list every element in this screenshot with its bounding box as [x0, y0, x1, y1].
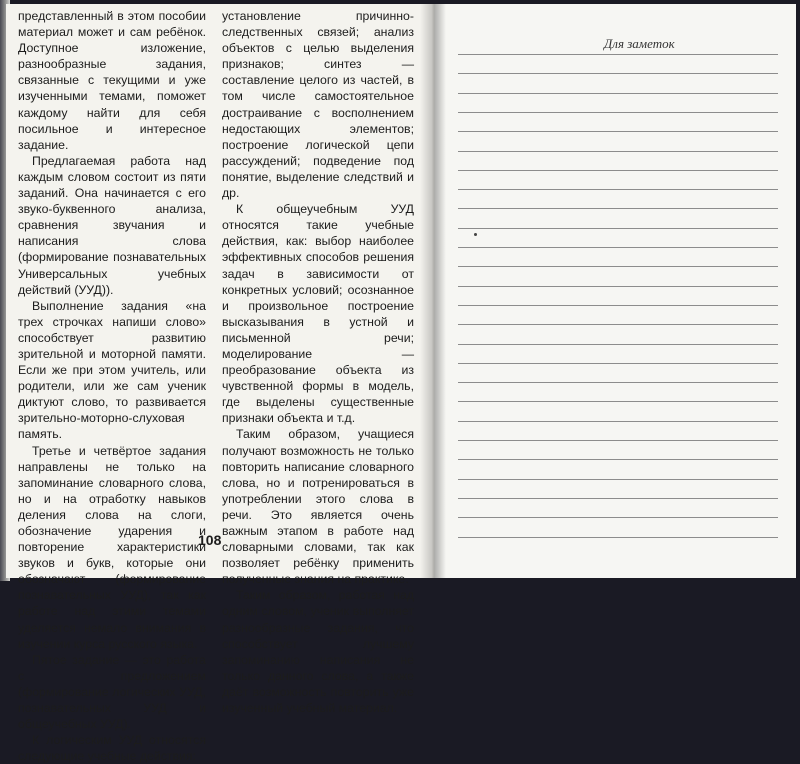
- note-line: [458, 93, 778, 94]
- note-line: [458, 266, 778, 267]
- paragraph: Таким образом, учащиеся получают возможность не только повторить написание словарного слова, но и потренироваться в употреблении этого слова в речи. Это является очень важным этапом в работе над словарными словами, так как позволяет ребёнку применить полученные знания на практике.: [222, 427, 414, 587]
- note-line: [458, 170, 778, 171]
- note-line: [458, 228, 778, 229]
- paragraph: представленный в этом пособии материал может и сам ребёнок. Доступное изложение, разнообразные задания, связанные с текущими и уже изученными темами, поможет каждому найти для себя посильное и интересное задание.: [18, 9, 206, 152]
- note-line: [458, 151, 778, 152]
- book-gutter: [420, 4, 446, 578]
- right-page: [434, 4, 796, 578]
- ink-dot: [474, 233, 477, 236]
- note-line: [458, 517, 778, 518]
- note-line: [458, 112, 778, 113]
- paragraph: Предлагаемая работа над каждым словом состоит из пяти заданий. Она начинается с его звуко-буквенного анализа, сравнения звучания и написания слова (формирование познавательных Универсальных учебных действий (УУД)).: [18, 153, 206, 297]
- paragraph: установление причинно-следственных связей; анализ объектов с целью выделения признаков; синтез — составление целого из частей, в том числе самостоятельное достраивание с восполнением недостающих элементов; построение логической цепи рассуждений; подведение под понятие, выделение следствий и др.: [222, 9, 414, 201]
- paragraph: Таким образом, работая над одним словом, ученик выполняет разнообразные задания, что способствует лучшему запоминанию написания не только данного слова, а также даёт возможность повторить уже изученный учебный материал.: [222, 588, 414, 716]
- paragraph: Пятое задание — это работа с предложением (формирование логических УУД, познавательных УУД и общеучебных УУД).: [18, 652, 206, 732]
- note-line: [458, 189, 778, 190]
- note-line: [458, 344, 778, 345]
- note-line: [458, 363, 778, 364]
- note-line: [458, 537, 778, 538]
- note-line: [458, 479, 778, 480]
- left-column-2: [222, 8, 414, 716]
- note-line: [458, 324, 778, 325]
- paragraph: К логическим УУД относятся следующие учебные действия:: [18, 733, 206, 764]
- note-line: [458, 401, 778, 402]
- note-line: [458, 73, 778, 74]
- note-line: [458, 440, 778, 441]
- note-line: [458, 131, 778, 132]
- note-line: [458, 208, 778, 209]
- paragraph: К общеучебным УУД относятся такие учебные действия, как: выбор наиболее эффективных способов решения задач в зависимости от конкретных условий; осознанное и произвольное построение высказывания в устной и письменной речи; моделирование — преобразование объекта из чувственной формы в модель, где выделены существенные признаки объекта и т.д.: [222, 202, 414, 426]
- left-column-1: [18, 8, 206, 764]
- note-line: [458, 247, 778, 248]
- paragraph: Третье и четвёртое задания направлены не только на запоминание словарного слова, но и на отработку навыков деления слова на слоги, обозначение ударения и повторение характеристики звуков и букв, которые они обозначают (формирование познавательных УУД), так как работе над этими темами уделяется немало внимания в изучении курса русского языка.: [18, 443, 206, 651]
- note-line: [458, 421, 778, 422]
- note-line: [458, 382, 778, 383]
- note-line: [458, 498, 778, 499]
- paragraph: Выполнение задания «на трех строчках напиши слово» способствует развитию зрительной и моторной памяти. Если же при этом учитель, или родители, или же сам ученик диктуют слово, то развивается зрительно-моторно-слуховая память.: [18, 298, 206, 442]
- note-line: [458, 459, 778, 460]
- note-line: [458, 54, 778, 55]
- notes-title: Для заметок: [604, 36, 675, 51]
- note-line: [458, 286, 778, 287]
- note-line: [458, 305, 778, 306]
- page-number: 108: [198, 532, 222, 548]
